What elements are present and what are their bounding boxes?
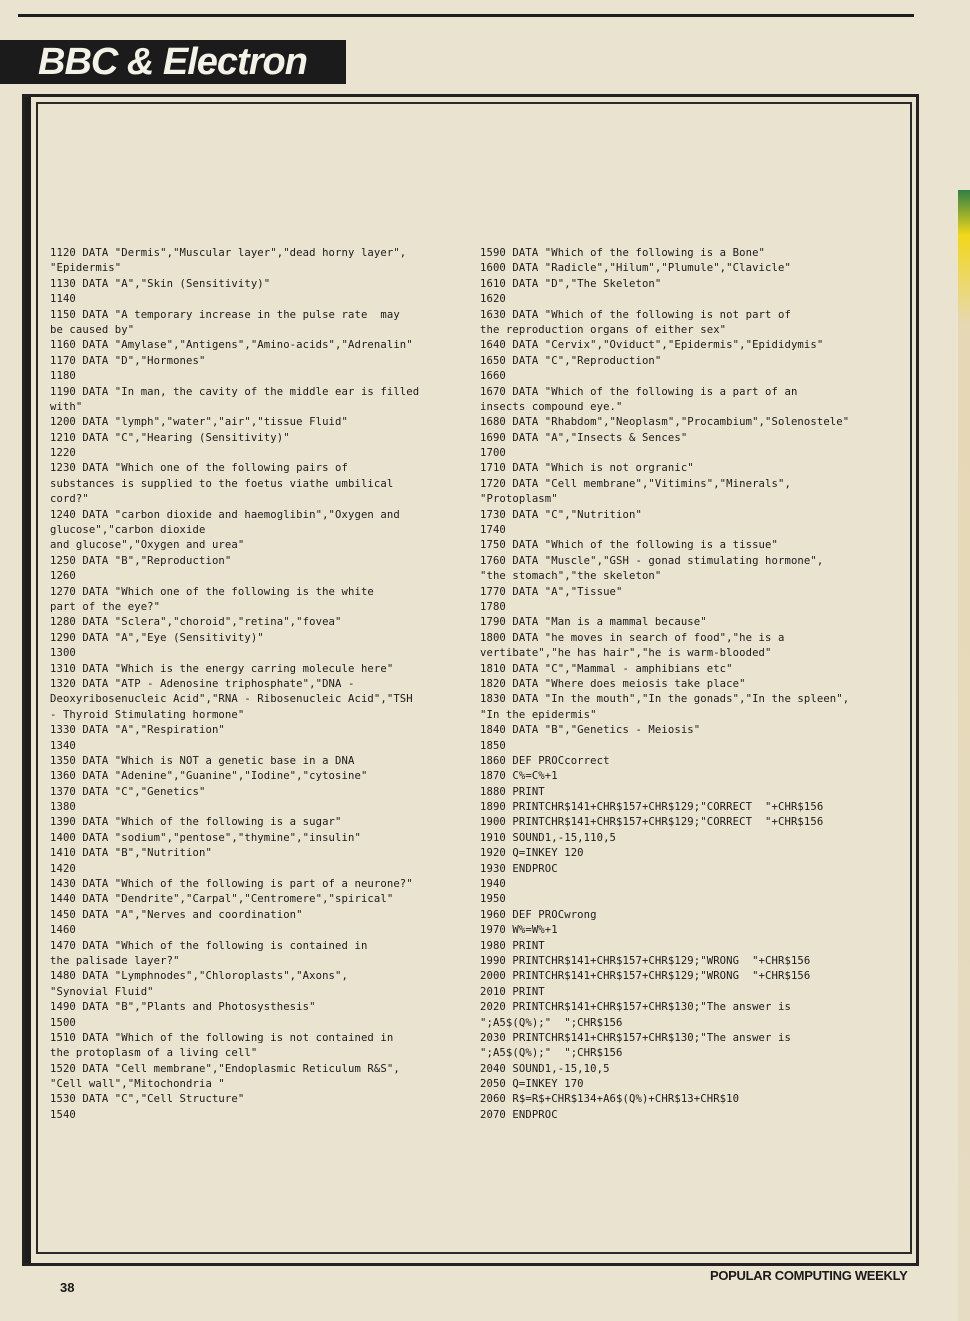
listing-line: 2050 Q=INKEY 170 [480, 1078, 584, 1091]
page-edge-strip [958, 190, 970, 1321]
listing-line: 1350 DATA "Which is NOT a genetic base in a DNA [50, 754, 355, 767]
listing-line: 1640 DATA "Cervix","Oviduct","Epidermis","Epididymis" [480, 339, 824, 352]
listing-line: 1920 Q=INKEY 120 [480, 847, 584, 860]
listing-line: "Cell wall","Mitochondria " [50, 1078, 225, 1091]
listing-line: 1490 DATA "B","Plants and Photosysthesis" [50, 1001, 316, 1014]
listing-line: 1400 DATA "sodium","pentose","thymine","insulin" [50, 831, 361, 844]
listing-line: 1630 DATA "Which of the following is not part of [480, 308, 791, 321]
listing-line: be caused by" [50, 323, 135, 336]
listing-line: 1910 SOUND1,-15,110,5 [480, 831, 617, 844]
listing-line: 1500 [50, 1016, 76, 1029]
listing-line: 1520 DATA "Cell membrane","Endoplasmic Reticulum R&S", [50, 1062, 400, 1075]
listing-line: 1160 DATA "Amylase","Antigens","Amino-acids","Adrenalin" [50, 339, 413, 352]
listing-line: 1430 DATA "Which of the following is part of a neurone?" [50, 878, 413, 891]
listing-line: 2020 PRINTCHR$141+CHR$157+CHR$130;"The answer is [480, 1001, 791, 1014]
listing-line: 1680 DATA "Rhabdom","Neoplasm","Procambium","Solenostele" [480, 416, 850, 429]
listing-line: 1510 DATA "Which of the following is not contained in [50, 1031, 394, 1044]
listing-line: 1800 DATA "he moves in search of food","he is a [480, 631, 785, 644]
page-number: 38 [60, 1280, 75, 1295]
listing-line: "the stomach","the skeleton" [480, 570, 662, 583]
listing-line: 1200 DATA "lymph","water","air","tissue Fluid" [50, 416, 348, 429]
listing-line: 1770 DATA "A","Tissue" [480, 585, 623, 598]
magazine-name: POPULAR COMPUTING WEEKLY [710, 1268, 908, 1283]
listing-line: 2030 PRINTCHR$141+CHR$157+CHR$130;"The answer is [480, 1031, 791, 1044]
listing-line: "Protoplasm" [480, 493, 558, 506]
listing-line: 1260 [50, 570, 76, 583]
listing-line: 1530 DATA "C","Cell Structure" [50, 1093, 245, 1106]
listing-line: 2000 PRINTCHR$141+CHR$157+CHR$129;"WRONG "+CHR$156 [480, 970, 811, 983]
listing-line: substances is supplied to the foetus viathe umbilical [50, 477, 394, 490]
listing-line: vertibate","he has hair","he is warm-blooded" [480, 647, 772, 660]
listing-line: 1140 [50, 293, 76, 306]
listing-line: 1730 DATA "C","Nutrition" [480, 508, 642, 521]
listing-line: and glucose","Oxygen and urea" [50, 539, 245, 552]
listing-line: 1880 PRINT [480, 785, 545, 798]
listing-line: 1250 DATA "B","Reproduction" [50, 554, 232, 567]
listing-line: insects compound eye." [480, 400, 623, 413]
listing-line: 1360 DATA "Adenine","Guanine","Iodine","cytosine" [50, 770, 368, 783]
listing-line: 1720 DATA "Cell membrane","Vitimins","Minerals", [480, 477, 791, 490]
listing-line: 1300 [50, 647, 76, 660]
listing-line: 1700 [480, 447, 506, 460]
section-header: BBC & Electron [0, 40, 346, 84]
listing-line: 1380 [50, 801, 76, 814]
listing-line: 1940 [480, 878, 506, 891]
listing-line: 1790 DATA "Man is a mammal because" [480, 616, 707, 629]
listing-line: 1480 DATA "Lymphnodes","Chloroplasts","Axons", [50, 970, 348, 983]
listing-line: 1420 [50, 862, 76, 875]
listing-line: 1820 DATA "Where does meiosis take place" [480, 677, 746, 690]
listing-line: 1410 DATA "B","Nutrition" [50, 847, 212, 860]
listing-line: "Synovial Fluid" [50, 985, 154, 998]
listing-line: 1280 DATA "Sclera","choroid","retina","fovea" [50, 616, 342, 629]
listing-line: 1870 C%=C%+1 [480, 770, 558, 783]
listing-line: 1810 DATA "C","Mammal - amphibians etc" [480, 662, 733, 675]
listing-line: 1450 DATA "A","Nerves and coordination" [50, 908, 303, 921]
listing-line: 1890 PRINTCHR$141+CHR$157+CHR$129;"CORRECT "+CHR$156 [480, 801, 824, 814]
listing-line: 1230 DATA "Which one of the following pairs of [50, 462, 348, 475]
listing-line: 2060 R$=R$+CHR$134+A6$(Q%)+CHR$13+CHR$10 [480, 1093, 740, 1106]
listing-line: 1290 DATA "A","Eye (Sensitivity)" [50, 631, 264, 644]
listing-line: 1930 ENDPROC [480, 862, 558, 875]
listing-line: - Thyroid Stimulating hormone" [50, 708, 245, 721]
listing-line: 1540 [50, 1108, 76, 1121]
top-rule [18, 14, 914, 17]
listing-line: 1860 DEF PROCcorrect [480, 754, 610, 767]
listing-line: 1600 DATA "Radicle","Hilum","Plumule","Clavicle" [480, 262, 791, 275]
listing-line: 1900 PRINTCHR$141+CHR$157+CHR$129;"CORRECT "+CHR$156 [480, 816, 824, 829]
listing-line: 1690 DATA "A","Insects & Sences" [480, 431, 688, 444]
listing-line: ";A5$(Q%);" ";CHR$156 [480, 1016, 623, 1029]
listing-column-right [480, 246, 912, 1123]
listing-line: 1750 DATA "Which of the following is a tissue" [480, 539, 778, 552]
listing-line: 1330 DATA "A","Respiration" [50, 724, 225, 737]
listing-line: 2040 SOUND1,-15,10,5 [480, 1062, 610, 1075]
listing-line: glucose","carbon dioxide [50, 524, 206, 537]
listing-line: the palisade layer?" [50, 954, 180, 967]
listing-line: 1950 [480, 893, 506, 906]
listing-line: ";A5$(Q%);" ";CHR$156 [480, 1047, 623, 1060]
listing-line: 1760 DATA "Muscle","GSH - gonad stimulating hormone", [480, 554, 824, 567]
listing-line: 1970 W%=W%+1 [480, 924, 558, 937]
listing-line: 1670 DATA "Which of the following is a part of an [480, 385, 798, 398]
listing-line: 1370 DATA "C","Genetics" [50, 785, 206, 798]
listing-line: 1830 DATA "In the mouth","In the gonads","In the spleen", [480, 693, 850, 706]
listing-line: 1460 [50, 924, 76, 937]
listing-line: 1850 [480, 739, 506, 752]
listing-line: 2010 PRINT [480, 985, 545, 998]
listing-column-left [50, 246, 478, 1123]
listing-line: 1190 DATA "In man, the cavity of the middle ear is filled [50, 385, 420, 398]
listing-line: the protoplasm of a living cell" [50, 1047, 258, 1060]
listing-line: 1660 [480, 370, 506, 383]
listing-line: 1150 DATA "A temporary increase in the pulse rate may [50, 308, 400, 321]
listing-line: 1650 DATA "C","Reproduction" [480, 354, 662, 367]
listing-line: 1740 [480, 524, 506, 537]
listing-line: 1220 [50, 447, 76, 460]
listing-line: 1710 DATA "Which is not orgranic" [480, 462, 694, 475]
listing-line: 1240 DATA "carbon dioxide and haemoglibin","Oxygen and [50, 508, 400, 521]
listing-line: the reproduction organs of either sex" [480, 323, 727, 336]
listing-line: with" [50, 400, 83, 413]
listing-line: 1170 DATA "D","Hormones" [50, 354, 206, 367]
listing-line: part of the eye?" [50, 600, 161, 613]
listing-line: 1270 DATA "Which one of the following is the white [50, 585, 374, 598]
listing-line: 1610 DATA "D","The Skeleton" [480, 277, 662, 290]
listing-line: 1440 DATA "Dendrite","Carpal","Centromere","spirical" [50, 893, 394, 906]
listing-line: cord?" [50, 493, 89, 506]
listing-line: 1990 PRINTCHR$141+CHR$157+CHR$129;"WRONG "+CHR$156 [480, 954, 811, 967]
listing-line: 1130 DATA "A","Skin (Sensitivity)" [50, 277, 271, 290]
listing-line: "In the epidermis" [480, 708, 597, 721]
listing-line: 1960 DEF PROCwrong [480, 908, 597, 921]
listing-line: 1590 DATA "Which of the following is a Bone" [480, 247, 766, 259]
listing-line: 1310 DATA "Which is the energy carring molecule here" [50, 662, 394, 675]
listing-line: 1470 DATA "Which of the following is contained in [50, 939, 368, 952]
listing-line: 1620 [480, 293, 506, 306]
listing-line: 1120 DATA "Dermis","Muscular layer","dead horny layer", [50, 247, 407, 259]
listing-line: 1180 [50, 370, 76, 383]
listing-line: 1980 PRINT [480, 939, 545, 952]
listing-line: 1780 [480, 600, 506, 613]
listing-line: 1320 DATA "ATP - Adenosine triphosphate","DNA - [50, 677, 355, 690]
listing-line: 2070 ENDPROC [480, 1108, 558, 1121]
listing-line: Deoxyribosenucleic Acid","RNA - Ribosenucleic Acid","TSH [50, 693, 413, 706]
listing-line: 1210 DATA "C","Hearing (Sensitivity)" [50, 431, 290, 444]
listing-line: "Epidermis" [50, 262, 122, 275]
listing-line: 1840 DATA "B","Genetics - Meiosis" [480, 724, 701, 737]
listing-line: 1340 [50, 739, 76, 752]
listing-line: 1390 DATA "Which of the following is a sugar" [50, 816, 342, 829]
